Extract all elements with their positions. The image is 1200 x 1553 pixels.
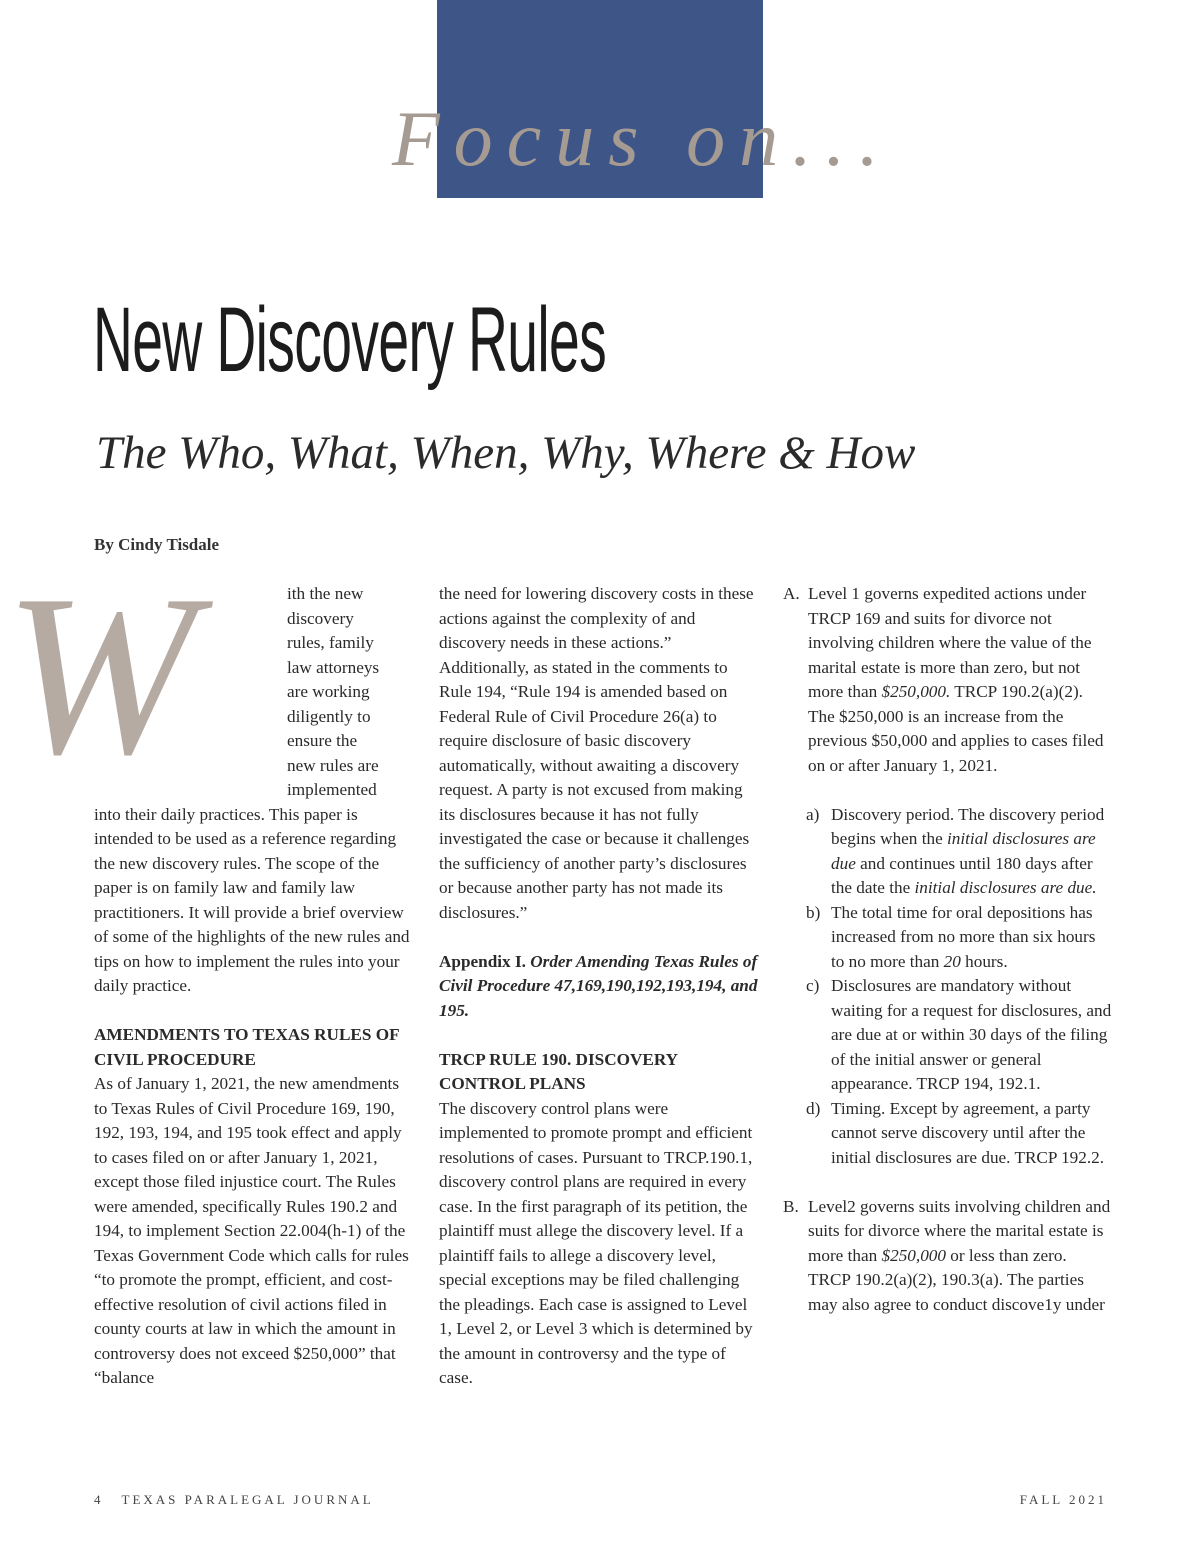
sub-item-d	[783, 1097, 1113, 1171]
sub-item-b	[783, 901, 1113, 975]
list-item-b	[783, 1195, 1113, 1318]
lead-line: implemented	[287, 780, 377, 799]
sub-item-text: Disclosures are mandatory without waiting for a request for disclosures, and are due at or within 30 days of the filing of the initial answer or general appearance. TRCP 194, 192.1.	[831, 976, 1112, 1093]
list-item-text: Level 1 governs expedited actions under TRCP 169 and suits for divorce not involving children where the value of the marital estate is more than zero, but not more than $250,000. TRCP 190.2(a)(2). The $250,000 is an increase from the previous $50,000 and applies to cases filed on or after January 1, 2021.	[808, 584, 1104, 775]
lead-line: diligently to	[287, 706, 371, 726]
byline: By Cindy Tisdale	[94, 535, 220, 554]
drop-cap: W	[4, 547, 186, 802]
list-item-text: Level2 governs suits involving children and suits for divorce where the marital estate is more than $250,000 or less than zero. TRCP 190.2(a)(2), 190.3(a). The parties may also agree to conduct discove1y under	[808, 1196, 1111, 1314]
sub-marker: d)	[806, 1098, 821, 1118]
lead-line: are working	[287, 682, 370, 701]
sub-item-text: Timing. Except by agreement, a party cannot serve discovery until after the initial disclosures are due. TRCP 192.2.	[831, 1098, 1105, 1167]
sub-item-c	[783, 974, 1113, 1097]
sub-marker: a)	[806, 804, 820, 824]
appendix-title: Order Amending Texas Rules of Civil Procedure 47,169,190,192,193,194, and 195.	[439, 951, 758, 1020]
footer-left	[94, 1492, 374, 1508]
publication-name: TEXAS PARALEGAL JOURNAL	[121, 1492, 374, 1507]
issue-label: FALL 2021	[1019, 1492, 1107, 1507]
sub-marker: b)	[806, 902, 821, 922]
page-number: 4	[94, 1492, 104, 1507]
lead-paragraph-indented	[94, 582, 414, 803]
list-marker: B.	[783, 1196, 799, 1216]
article-subtitle: The Who, What, When, Why, Where & How	[96, 427, 916, 479]
sub-item-text: The total time for oral depositions has increased from no more than six hours to no more than 20 hours.	[831, 902, 1096, 971]
appendix-label: Appendix I.	[439, 951, 526, 971]
column-3	[783, 582, 1113, 1317]
rule-190-paragraph: The discovery control plans were implemented to promote prompt and efficient resolutions of cases. Pursuant to TRCP.190.1, discovery control plans are required in every case. In the first paragraph of its petition, the plaintiff must allege the discovery level. If a plaintiff fails to allege a discovery level, special exceptions may be filed challenging the pleadings. Each case is assigned to Level 1, Level 2, or Level 3 which is determined by the amount in controversy and the type of case.	[439, 1098, 753, 1387]
section-heading-amendments: AMENDMENTS TO TEXAS RULES OF CIVIL PROCEDURE	[94, 1025, 399, 1069]
section-heading-rule-190: TRCP RULE 190. DISCOVERY CONTROL PLANS	[439, 1049, 678, 1093]
lead-line: law attorneys	[287, 657, 380, 677]
lead-line: new rules are	[287, 755, 379, 775]
column-2	[439, 582, 761, 1391]
sub-marker: c)	[806, 976, 820, 995]
article-title: New Discovery Rules	[93, 289, 607, 391]
column-1	[94, 582, 414, 1391]
lead-line: discovery	[287, 608, 354, 628]
list-marker: A.	[783, 584, 800, 603]
lead-line: rules, family	[287, 633, 374, 652]
focus-on-label: Focus on...	[392, 95, 893, 182]
sub-item-a	[783, 803, 1113, 901]
appendix-reference	[439, 950, 761, 1024]
lead-line: ith the new	[287, 584, 364, 603]
sub-item-text: Discovery period. The discovery period begins when the initial disclosures are due and continues until 180 days after the date the initial disclosures are due.	[831, 804, 1105, 897]
lead-line: ensure the	[287, 731, 358, 750]
intro-paragraph: into their daily practices. This paper is intended to be used as a reference regarding the new discovery rules. The scope of the paper is on family law and family law practitioners. It will provide a brief overview of some of the highlights of the new rules and tips on how to implement the rules into your daily practice.	[94, 804, 410, 995]
continuation-paragraph: the need for lowering discovery costs in these actions against the complexity of and discovery needs in these actions.” Additionally, as stated in the comments to Rule 194, “Rule 194 is amended based on Federal Rule of Civil Procedure 26(a) to require disclosure of basic discovery automatically, without awaiting a discovery request. A party is not excused from making its disclosures because it has not fully investigated the case or because it challenges the sufficiency of another party’s disclosures or because another party has not made its disclosures.”	[439, 584, 754, 922]
amendments-paragraph: As of January 1, 2021, the new amendments to Texas Rules of Civil Procedure 169, 190, 192, 193, 194, and 195 took effect and apply to cases filed on or after January 1, 2021, except those filed injustice court. The Rules were amended, specifically Rules 190.2 and 194, to implement Section 22.004(h-1) of the Texas Government Code which calls for rules “to promote the prompt, efficient, and cost-effective resolution of civil actions filed in county courts at law in which the amount in controversy does not exceed $250,000” that “balance	[94, 1074, 409, 1387]
list-item-a	[783, 582, 1113, 778]
